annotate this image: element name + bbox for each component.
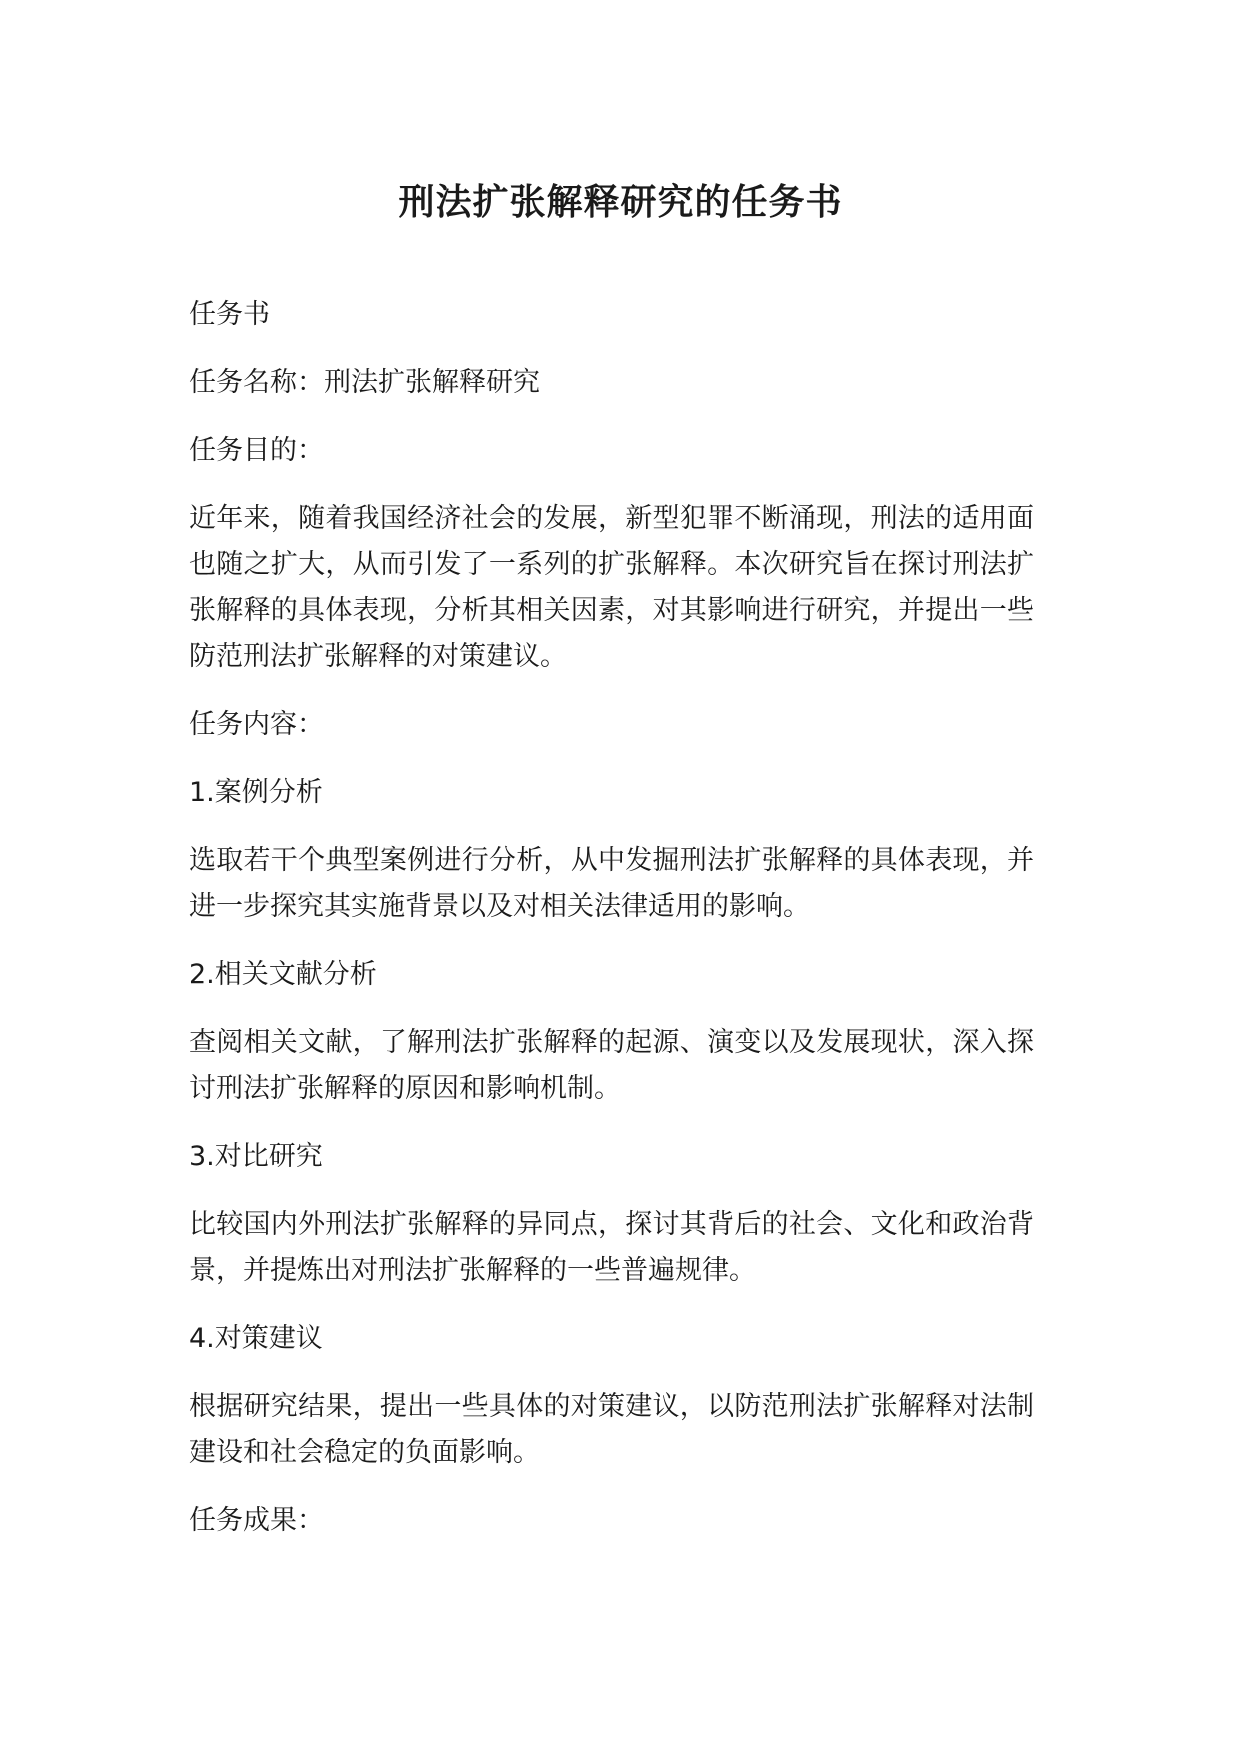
paragraph-item-4-text: 根据研究结果，提出一些具体的对策建议，以防范刑法扩张解释对法制建设和社会稳定的负面影响。 <box>189 1391 1034 1468</box>
paragraph-item-4-heading: 4.对策建议 <box>189 1323 323 1354</box>
paragraph-task-results-label: 任务成果： <box>189 1505 324 1536</box>
paragraph-item-2-heading: 2.相关文献分析 <box>189 959 377 990</box>
paragraph-item-2-text: 查阅相关文献，了解刑法扩张解释的起源、演变以及发展现状，深入探讨刑法扩张解释的原因和影响机制。 <box>189 1027 1034 1104</box>
document-body <box>189 292 1034 1566</box>
paragraph-task-purpose-label: 任务目的： <box>189 435 324 466</box>
paragraph-task-content-label: 任务内容： <box>189 709 324 740</box>
paragraph-item-1-text: 选取若干个典型案例进行分析，从中发掘刑法扩张解释的具体表现，并进一步探究其实施背景以及对相关法律适用的影响。 <box>189 845 1034 922</box>
paragraph-item-1-heading: 1.案例分析 <box>189 777 323 808</box>
paragraph-item-3-text: 比较国内外刑法扩张解释的异同点，探讨其背后的社会、文化和政治背景，并提炼出对刑法扩张解释的一些普遍规律。 <box>189 1209 1034 1286</box>
paragraph-task-purpose-text: 近年来，随着我国经济社会的发展，新型犯罪不断涌现，刑法的适用面也随之扩大，从而引发了一系列的扩张解释。本次研究旨在探讨刑法扩张解释的具体表现，分析其相关因素，对其影响进行研究，并提出一些防范刑法扩张解释的对策建议。 <box>189 503 1034 672</box>
document-title: 刑法扩张解释研究的任务书 <box>398 182 843 223</box>
paragraph-item-3-heading: 3.对比研究 <box>189 1141 323 1172</box>
paragraph-heading-task-book: 任务书 <box>189 299 270 330</box>
paragraph-task-name: 任务名称：刑法扩张解释研究 <box>189 367 540 398</box>
